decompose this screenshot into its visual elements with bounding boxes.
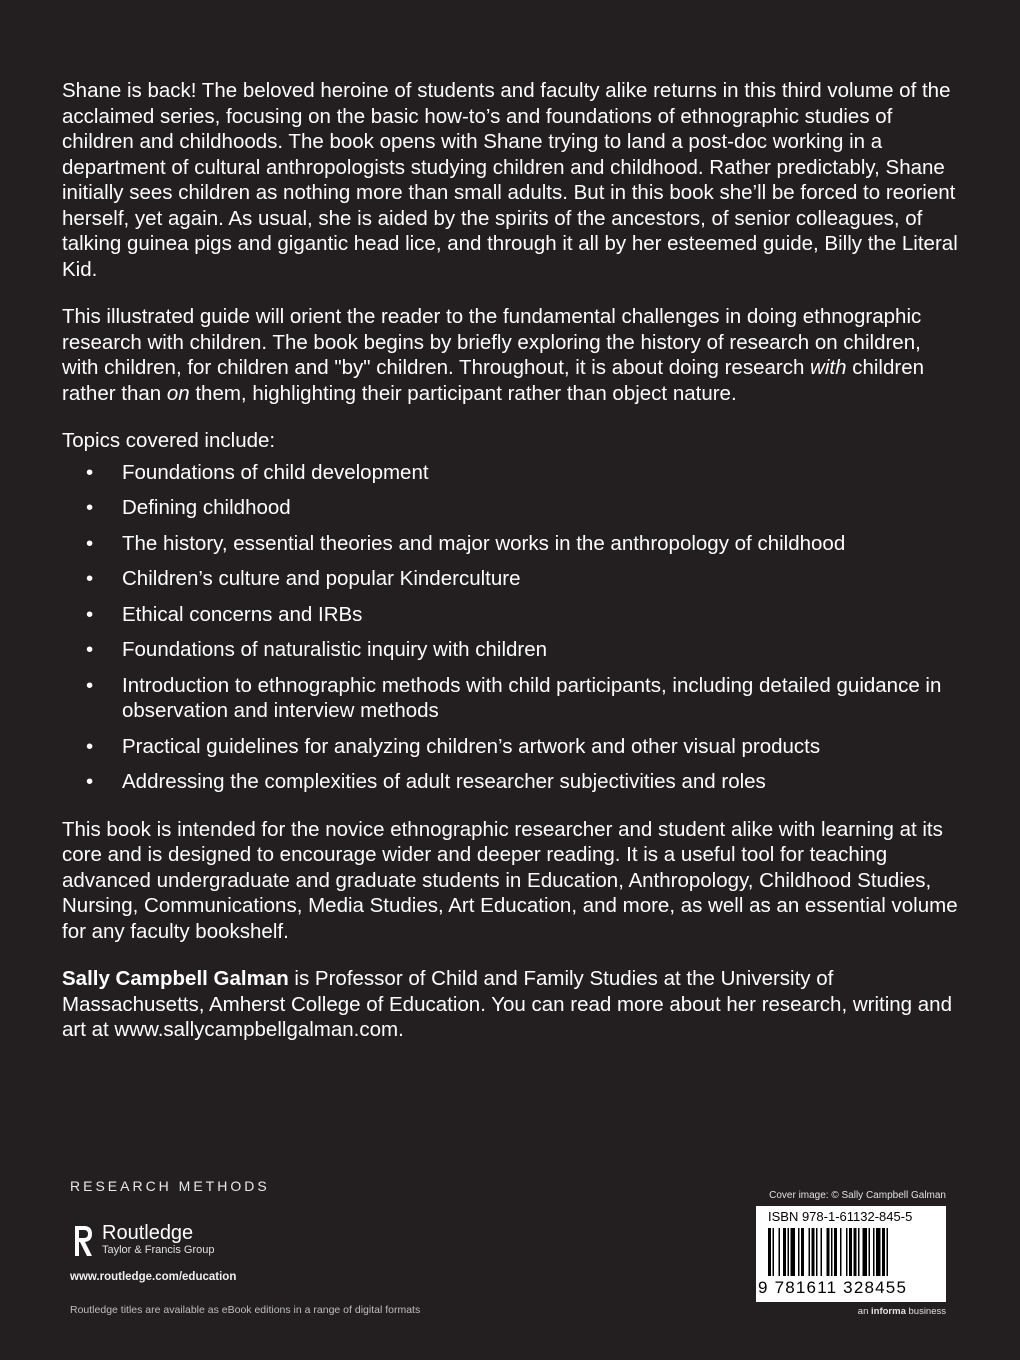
barcode-bar bbox=[827, 1228, 830, 1276]
isbn-number: ISBN 978-1-61132-845-5 bbox=[768, 1209, 913, 1224]
barcode-box bbox=[756, 1206, 946, 1302]
informa-b: informa bbox=[871, 1306, 906, 1317]
barcode-bar bbox=[821, 1228, 823, 1276]
barcode-bar bbox=[863, 1228, 868, 1276]
informa-a: an bbox=[857, 1306, 872, 1317]
publisher-logo bbox=[70, 1222, 214, 1262]
topic-item: • Ethical concerns and IRBs bbox=[62, 602, 962, 628]
blurb-paragraph-1: Shane is back! The beloved heroine of students and faculty alike returns in this third volume of the acclaimed series, focusing on the basic how-to’s and foundations of ethnographic studies of children and childhoods. The book opens with Shane trying to land a post-doc working in a department of cultural anthropologists studying children and childhood. Rather predictably, Shane initially sees children as nothing more than small adults. But in this book she’ll be forced to reorient herself, yet again. As usual, she is aided by the spirits of the ancestors, of senior colleagues, of talking guinea pigs and gigantic head lice, and through it all by her esteemed guide, Billy the Literal Kid. bbox=[62, 79, 958, 281]
barcode-digits: 9 781611 328455 bbox=[758, 1278, 908, 1297]
informa-c: business bbox=[905, 1306, 946, 1317]
barcode-bar bbox=[798, 1228, 800, 1276]
barcode-bar bbox=[876, 1228, 881, 1276]
topic-item: • Defining childhood bbox=[62, 495, 962, 521]
blurb-p2-part-c: them, highlighting their participant rather than object nature. bbox=[189, 381, 737, 405]
barcode-bar bbox=[858, 1228, 860, 1276]
publisher-url[interactable]: www.routledge.com/education bbox=[70, 1271, 237, 1283]
topic-item: • Foundations of child development bbox=[62, 460, 962, 486]
topic-item: • Introduction to ethnographic methods with child participants, including detailed guidance in observation and interview methods bbox=[62, 673, 962, 724]
topics-intro: Topics covered include: bbox=[62, 429, 276, 452]
barcode-bar bbox=[773, 1228, 775, 1276]
barcode-bar bbox=[873, 1228, 875, 1276]
barcode-bar bbox=[809, 1228, 811, 1276]
author-bio-text: is Professor of Child and Family Studies at the University of Massachusetts, Amherst College of Education. You can read more about her research, writing and art at www.sallycampbellgalman.com. bbox=[62, 967, 952, 1041]
barcode-bar bbox=[816, 1228, 818, 1276]
topic-item: • Practical guidelines for analyzing children’s artwork and other visual products bbox=[62, 734, 962, 760]
topic-item: • The history, essential theories and major works in the anthropology of childhood bbox=[62, 531, 962, 557]
barcode-bar bbox=[846, 1228, 848, 1276]
barcode-bars bbox=[768, 1228, 934, 1276]
barcode-bar bbox=[834, 1228, 837, 1276]
barcode-bar bbox=[882, 1228, 885, 1276]
barcode-bar bbox=[831, 1228, 833, 1276]
blurb-p2-emphasis-on: on bbox=[166, 381, 190, 405]
series-label: RESEARCH METHODS bbox=[70, 1178, 270, 1194]
topics-list bbox=[62, 460, 962, 795]
barcode-bar bbox=[801, 1228, 804, 1276]
routledge-logo-icon bbox=[70, 1222, 96, 1262]
cover-credit: Cover image: © Sally Campbell Galman bbox=[769, 1190, 946, 1201]
topic-item: • Children’s culture and popular Kinderculture bbox=[62, 566, 962, 592]
barcode-bar bbox=[768, 1228, 771, 1276]
blurb-paragraph-2 bbox=[62, 304, 962, 406]
blurb-p2-part-a: This illustrated guide will orient the reader to the fundamental challenges in doing ethnographic research with children. The book begins by briefly exploring the history of research on children, with children, for children and "by" children. Throughout, it is about doing research bbox=[62, 305, 922, 379]
topic-item: • Addressing the complexities of adult researcher subjectivities and roles bbox=[62, 769, 962, 795]
publisher-group: Taylor & Francis Group bbox=[102, 1244, 215, 1256]
barcode-bar bbox=[791, 1228, 796, 1276]
barcode-bar bbox=[854, 1228, 857, 1276]
blurb-p2-part-b: children rather than bbox=[62, 356, 925, 405]
barcode-bar bbox=[788, 1228, 790, 1276]
barcode-bar bbox=[869, 1228, 871, 1276]
ebook-note: Routledge titles are available as eBook editions in a range of digital formats bbox=[70, 1304, 421, 1316]
blurb-p2-emphasis-with: with bbox=[810, 356, 847, 379]
author-bio bbox=[62, 966, 962, 1043]
back-cover-text bbox=[62, 78, 962, 1065]
barcode-bar bbox=[887, 1228, 889, 1276]
publisher-name: Routledge bbox=[102, 1222, 194, 1244]
topic-item: • Foundations of naturalistic inquiry with children bbox=[62, 637, 962, 663]
barcode-bar bbox=[840, 1228, 842, 1276]
barcode-bar bbox=[779, 1228, 781, 1276]
informa-note bbox=[858, 1306, 946, 1317]
barcode-bar bbox=[812, 1228, 815, 1276]
barcode-bar bbox=[783, 1228, 786, 1276]
barcode-bar bbox=[849, 1228, 852, 1276]
author-name: Sally Campbell Galman bbox=[62, 967, 289, 990]
blurb-paragraph-4: This book is intended for the novice ethnographic researcher and student alike with learning at its core and is designed to encourage wider and deeper reading. It is a useful tool for teaching advanced undergraduate and graduate students in Education, Anthropology, Childhood Studies, Nursing, Communications, Media Studies, Art Education, and more, as well as an essential volume for any faculty bookshelf. bbox=[62, 817, 958, 943]
